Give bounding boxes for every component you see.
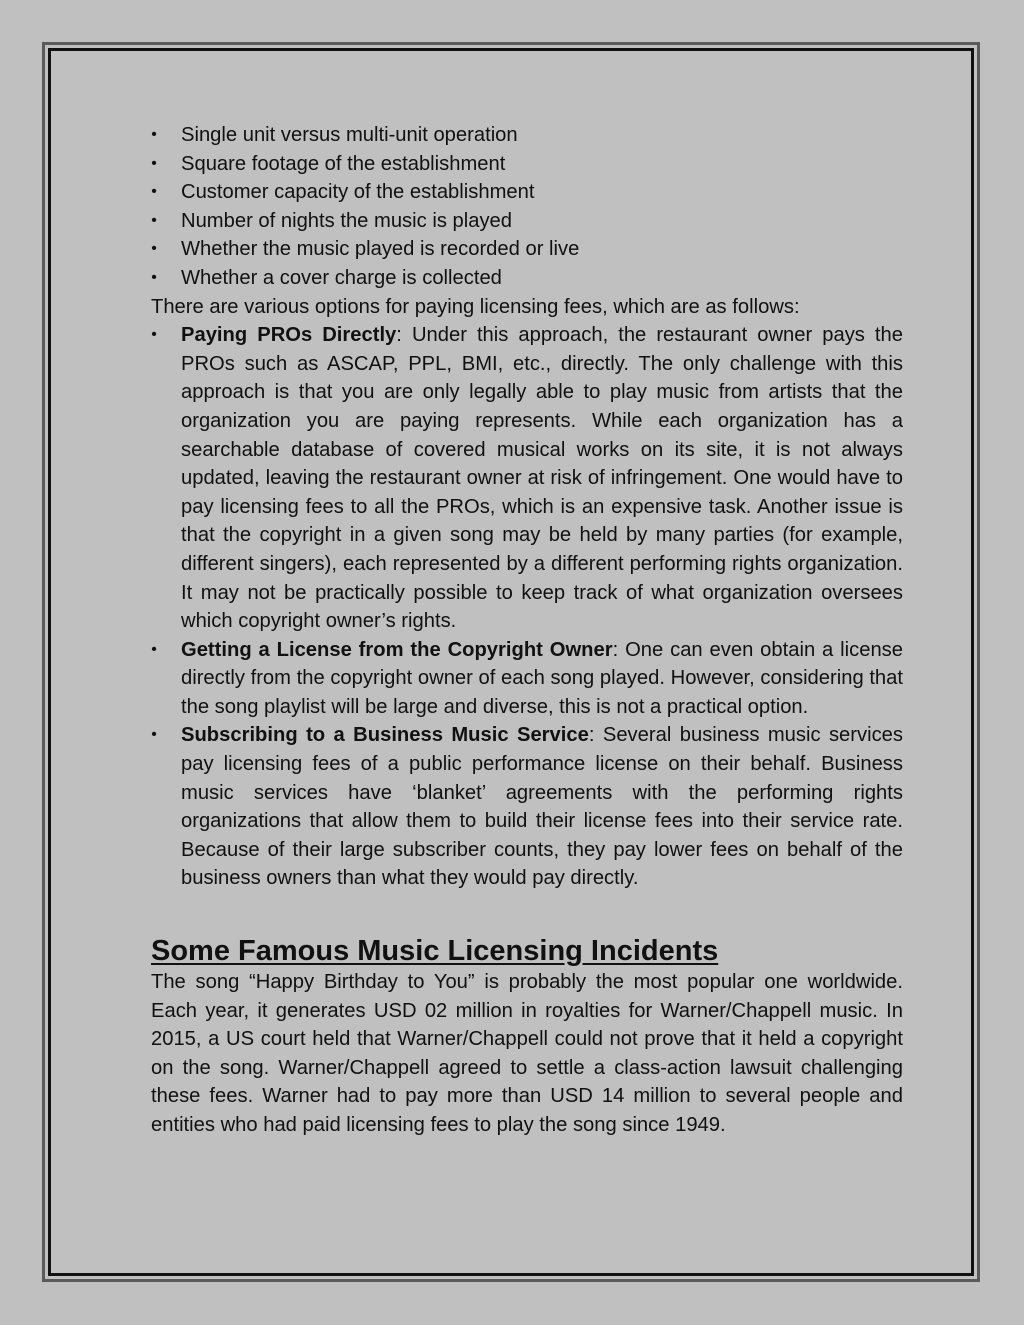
bullet-icon: • [151, 268, 157, 286]
factor-item [151, 178, 903, 207]
bullet-icon: • [151, 726, 157, 744]
factor-item [151, 121, 903, 150]
option-description: : Several business music services pay licensing fees of a public performance license on their behalf. Business music services have ‘blanket’ agreements with the performing rights organizations that allow them to build their license fees into their service rate. Because of their large subscriber counts, they pay lower fees on behalf of the business owners than what they would pay directly. [181, 724, 904, 890]
factor-text: Whether the music played is recorded or live [181, 238, 580, 261]
options-intro: There are various options for paying licensing fees, which are as follows: [151, 295, 800, 318]
option-title: Paying PROs Directly [181, 324, 397, 347]
option-description: : Under this approach, the restaurant owner pays the PROs such as ASCAP, PPL, BMI, etc., directly. The only challenge with this approach is that you are only legally able to play music from artists that the organization you are paying represents. While each organization has a searchable database of covered musical works on its site, it is not always updated, leaving the restaurant owner at risk of infringement. One would have to pay licensing fees to all the PROs, which is an expensive task. Another issue is that the copyright in a given song may be held by many parties (for example, different singers), each represented by a different performing rights organization. It may not be practically possible to keep track of what organization oversees which copyright owner’s rights. [181, 324, 903, 633]
factor-item [151, 235, 903, 264]
bullet-icon: • [151, 211, 157, 229]
option-item-music-service [151, 721, 903, 893]
bullet-icon: • [151, 640, 157, 658]
option-title: Subscribing to a Business Music Service [181, 724, 589, 747]
option-description: : One can even obtain a license directly from the copyright owner of each song played. However, considering that the song playlist will be large and diverse, this is not a practical option. [181, 638, 903, 718]
factor-text: Square footage of the establishment [181, 152, 506, 175]
option-list [151, 321, 903, 893]
section-paragraph: The song “Happy Birthday to You” is probably the most popular one worldwide. Each year, it generates USD 02 million in royalties for Warner/Chappell music. In 2015, a US court held that Warner/Chappell could not prove that it held a copyright on the song. Warner/Chappell agreed to settle a class-action lawsuit challenging these fees. Warner had to pay more than USD 14 million to several people and entities who had paid licensing fees to play the song since 1949. [151, 971, 903, 1136]
factor-item [151, 150, 903, 179]
option-item-copyright-owner [151, 636, 903, 722]
section-heading: Some Famous Music Licensing Incidents [151, 935, 719, 968]
factor-item [151, 207, 903, 236]
factor-text: Number of nights the music is played [181, 209, 513, 232]
factor-item [151, 264, 903, 293]
factor-text: Single unit versus multi-unit operation [181, 124, 518, 146]
factor-list [151, 121, 903, 293]
bullet-icon: • [151, 240, 157, 258]
factor-text: Whether a cover charge is collected [181, 266, 502, 289]
document-content [151, 121, 903, 1140]
factor-text: Customer capacity of the establishment [181, 181, 535, 204]
bullet-icon: • [151, 154, 157, 172]
bullet-icon: • [151, 126, 157, 143]
bullet-icon: • [151, 183, 157, 201]
option-item-paying-pros [151, 321, 903, 636]
option-title: Getting a License from the Copyright Owner [181, 638, 613, 661]
bullet-icon: • [151, 326, 157, 344]
